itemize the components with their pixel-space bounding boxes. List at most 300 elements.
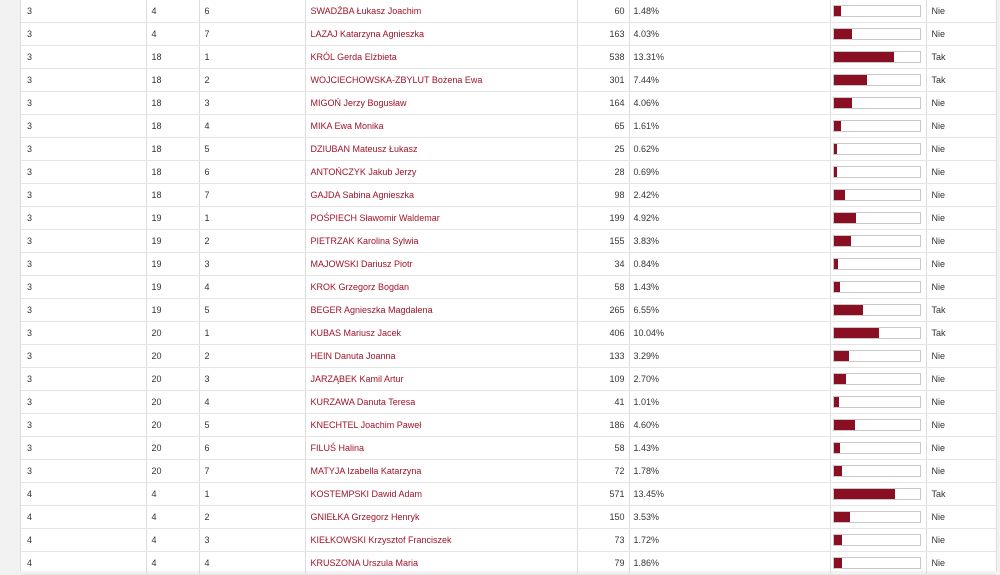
vote-bar-cell <box>830 299 926 322</box>
mandate-cell: Nie <box>926 23 996 46</box>
candidate-name-link[interactable]: JARZĄBEK Kamil Artur <box>310 374 404 384</box>
list-position-cell: 2 <box>199 69 305 92</box>
district-number-cell: 3 <box>21 345 146 368</box>
votes-cell: 186 <box>577 414 629 437</box>
vote-share-bar <box>833 442 921 454</box>
list-number-cell: 19 <box>146 207 199 230</box>
candidate-name-cell <box>305 46 577 69</box>
vote-share-bar-fill <box>834 236 851 246</box>
vote-share-bar-fill <box>834 305 863 315</box>
table-row <box>21 69 996 92</box>
table-row <box>21 230 996 253</box>
district-number-cell: 4 <box>21 552 146 575</box>
vote-share-bar <box>833 120 921 132</box>
candidate-name-cell <box>305 483 577 506</box>
district-number-cell: 3 <box>21 92 146 115</box>
district-number-cell: 3 <box>21 207 146 230</box>
candidate-name-link[interactable]: ANTOŃCZYK Jakub Jerzy <box>310 167 417 177</box>
vote-bar-cell <box>830 207 926 230</box>
district-number-cell: 3 <box>21 184 146 207</box>
vote-bar-cell <box>830 414 926 437</box>
district-number-cell: 4 <box>21 483 146 506</box>
list-number-cell: 18 <box>146 46 199 69</box>
vote-bar-cell <box>830 391 926 414</box>
vote-percent-cell: 2.70% <box>629 368 830 391</box>
votes-cell: 41 <box>577 391 629 414</box>
votes-cell: 301 <box>577 69 629 92</box>
vote-share-bar <box>833 488 921 500</box>
candidate-name-link[interactable]: KIEŁKOWSKI Krzysztof Franciszek <box>310 535 452 545</box>
table-row <box>21 23 996 46</box>
mandate-cell: Nie <box>926 368 996 391</box>
list-number-cell: 19 <box>146 230 199 253</box>
candidate-name-cell <box>305 184 577 207</box>
vote-bar-cell <box>830 460 926 483</box>
vote-bar-cell <box>830 322 926 345</box>
votes-cell: 164 <box>577 92 629 115</box>
vote-percent-cell: 1.01% <box>629 391 830 414</box>
list-number-cell: 4 <box>146 0 199 23</box>
votes-cell: 133 <box>577 345 629 368</box>
list-number-cell: 18 <box>146 184 199 207</box>
votes-cell: 109 <box>577 368 629 391</box>
district-number-cell: 3 <box>21 0 146 23</box>
vote-share-bar <box>833 97 921 109</box>
district-number-cell: 3 <box>21 391 146 414</box>
candidate-name-link[interactable]: SWADŹBA Łukasz Joachim <box>310 6 422 16</box>
district-number-cell: 3 <box>21 69 146 92</box>
district-number-cell: 4 <box>21 506 146 529</box>
district-number-cell: 3 <box>21 138 146 161</box>
district-number-cell: 3 <box>21 253 146 276</box>
candidate-name-cell <box>305 23 577 46</box>
list-position-cell: 7 <box>199 23 305 46</box>
vote-share-bar-fill <box>834 397 839 407</box>
vote-share-bar <box>833 396 921 408</box>
vote-share-bar <box>833 51 921 63</box>
mandate-cell: Tak <box>926 299 996 322</box>
candidate-name-cell <box>305 0 577 23</box>
mandate-cell: Nie <box>926 161 996 184</box>
mandate-cell: Nie <box>926 115 996 138</box>
mandate-cell: Nie <box>926 276 996 299</box>
table-row <box>21 460 996 483</box>
list-position-cell: 5 <box>199 299 305 322</box>
votes-cell: 155 <box>577 230 629 253</box>
list-number-cell: 20 <box>146 414 199 437</box>
votes-cell: 199 <box>577 207 629 230</box>
candidate-name-link[interactable]: KOSTEMPSKI Dawid Adam <box>310 489 423 499</box>
district-number-cell: 3 <box>21 115 146 138</box>
vote-share-bar <box>833 465 921 477</box>
list-position-cell: 7 <box>199 460 305 483</box>
list-position-cell: 3 <box>199 368 305 391</box>
votes-cell: 58 <box>577 437 629 460</box>
candidate-name-link[interactable]: DZIUBAN Mateusz Łukasz <box>310 144 418 154</box>
candidate-name-link[interactable]: KROK Grzegorz Bogdan <box>310 282 410 292</box>
table-row <box>21 322 996 345</box>
vote-share-bar <box>833 350 921 362</box>
table-row <box>21 299 996 322</box>
vote-percent-cell: 1.48% <box>629 0 830 23</box>
list-number-cell: 20 <box>146 437 199 460</box>
list-position-cell: 7 <box>199 184 305 207</box>
district-number-cell: 3 <box>21 368 146 391</box>
table-row <box>21 391 996 414</box>
list-position-cell: 2 <box>199 230 305 253</box>
results-table <box>21 0 996 575</box>
candidate-name-link[interactable]: PIETRZAK Karolina Sylwia <box>310 236 419 246</box>
vote-share-bar <box>833 534 921 546</box>
table-row <box>21 207 996 230</box>
vote-share-bar <box>833 557 921 569</box>
vote-percent-cell: 1.78% <box>629 460 830 483</box>
vote-percent-cell: 4.06% <box>629 92 830 115</box>
vote-bar-cell <box>830 437 926 460</box>
vote-share-bar-fill <box>834 535 842 545</box>
candidate-name-link[interactable]: HEIN Danuta Joanna <box>310 351 396 361</box>
candidate-name-link[interactable]: GNIEŁKA Grzegorz Henryk <box>310 512 420 522</box>
candidate-name-cell <box>305 207 577 230</box>
district-number-cell: 3 <box>21 322 146 345</box>
district-number-cell: 3 <box>21 299 146 322</box>
list-number-cell: 4 <box>146 529 199 552</box>
district-number-cell: 3 <box>21 276 146 299</box>
vote-bar-cell <box>830 368 926 391</box>
candidate-name-link[interactable]: POŚPIECH Sławomir Waldemar <box>310 213 440 223</box>
list-position-cell: 1 <box>199 46 305 69</box>
vote-percent-cell: 3.53% <box>629 506 830 529</box>
table-row <box>21 414 996 437</box>
vote-percent-cell: 10.04% <box>629 322 830 345</box>
table-row <box>21 92 996 115</box>
candidate-name-link[interactable]: KRÓL Gerda Elżbieta <box>310 52 397 62</box>
mandate-cell: Nie <box>926 437 996 460</box>
vote-bar-cell <box>830 529 926 552</box>
district-number-cell: 3 <box>21 437 146 460</box>
list-position-cell: 5 <box>199 138 305 161</box>
vote-percent-cell: 6.55% <box>629 299 830 322</box>
candidate-name-link[interactable]: BEGER Agnieszka Magdalena <box>310 305 433 315</box>
vote-share-bar-fill <box>834 144 837 154</box>
vote-bar-cell <box>830 115 926 138</box>
candidate-name-link[interactable]: KNECHTEL Joachim Paweł <box>310 420 422 430</box>
vote-percent-cell: 4.03% <box>629 23 830 46</box>
mandate-cell: Nie <box>926 391 996 414</box>
vote-bar-cell <box>830 230 926 253</box>
votes-cell: 98 <box>577 184 629 207</box>
votes-cell: 265 <box>577 299 629 322</box>
candidate-name-cell <box>305 552 577 575</box>
mandate-cell: Nie <box>926 414 996 437</box>
candidate-name-link[interactable]: FILUŚ Halina <box>310 443 365 453</box>
candidate-name-cell <box>305 138 577 161</box>
vote-bar-cell <box>830 552 926 575</box>
vote-percent-cell: 1.61% <box>629 115 830 138</box>
vote-percent-cell: 13.31% <box>629 46 830 69</box>
vote-share-bar-fill <box>834 121 841 131</box>
list-position-cell: 5 <box>199 414 305 437</box>
vote-share-bar-fill <box>834 167 837 177</box>
vote-percent-cell: 3.29% <box>629 345 830 368</box>
mandate-cell: Nie <box>926 207 996 230</box>
mandate-cell: Nie <box>926 184 996 207</box>
vote-share-bar-fill <box>834 190 845 200</box>
list-number-cell: 19 <box>146 299 199 322</box>
table-row <box>21 138 996 161</box>
vote-share-bar-fill <box>834 98 852 108</box>
candidate-name-cell <box>305 437 577 460</box>
results-table-body <box>21 0 996 575</box>
mandate-cell: Tak <box>926 69 996 92</box>
vote-bar-cell <box>830 161 926 184</box>
vote-share-bar <box>833 189 921 201</box>
vote-share-bar-fill <box>834 466 842 476</box>
candidate-name-cell <box>305 506 577 529</box>
vote-share-bar <box>833 281 921 293</box>
candidate-name-cell <box>305 529 577 552</box>
vote-share-bar <box>833 511 921 523</box>
mandate-cell: Nie <box>926 460 996 483</box>
candidate-name-cell <box>305 368 577 391</box>
vote-bar-cell <box>830 0 926 23</box>
mandate-cell: Nie <box>926 253 996 276</box>
list-position-cell: 2 <box>199 345 305 368</box>
vote-bar-cell <box>830 23 926 46</box>
votes-cell: 538 <box>577 46 629 69</box>
table-row <box>21 506 996 529</box>
table-row <box>21 345 996 368</box>
table-row <box>21 483 996 506</box>
votes-cell: 34 <box>577 253 629 276</box>
vote-share-bar <box>833 166 921 178</box>
candidate-name-cell <box>305 276 577 299</box>
candidate-name-cell <box>305 69 577 92</box>
vote-share-bar <box>833 327 921 339</box>
list-position-cell: 3 <box>199 529 305 552</box>
votes-cell: 72 <box>577 460 629 483</box>
vote-share-bar <box>833 28 921 40</box>
vote-share-bar <box>833 143 921 155</box>
candidate-name-cell <box>305 391 577 414</box>
votes-cell: 25 <box>577 138 629 161</box>
vote-share-bar <box>833 74 921 86</box>
vote-share-bar-fill <box>834 420 855 430</box>
candidate-name-cell <box>305 414 577 437</box>
mandate-cell: Nie <box>926 552 996 575</box>
list-position-cell: 4 <box>199 276 305 299</box>
list-number-cell: 20 <box>146 460 199 483</box>
list-number-cell: 4 <box>146 506 199 529</box>
list-position-cell: 3 <box>199 92 305 115</box>
table-row <box>21 46 996 69</box>
table-row <box>21 253 996 276</box>
vote-bar-cell <box>830 69 926 92</box>
vote-share-bar-fill <box>834 29 852 39</box>
list-number-cell: 4 <box>146 23 199 46</box>
district-number-cell: 4 <box>21 529 146 552</box>
vote-percent-cell: 4.92% <box>629 207 830 230</box>
district-number-cell: 3 <box>21 460 146 483</box>
list-position-cell: 1 <box>199 207 305 230</box>
vote-percent-cell: 13.45% <box>629 483 830 506</box>
list-position-cell: 6 <box>199 437 305 460</box>
vote-share-bar <box>833 235 921 247</box>
mandate-cell: Nie <box>926 92 996 115</box>
vote-percent-cell: 0.84% <box>629 253 830 276</box>
vote-share-bar <box>833 419 921 431</box>
list-position-cell: 1 <box>199 322 305 345</box>
candidate-name-link[interactable]: LAZAJ Katarzyna Agnieszka <box>310 29 425 39</box>
candidate-name-link[interactable]: MAJOWSKI Dariusz Piotr <box>310 259 413 269</box>
mandate-cell: Nie <box>926 506 996 529</box>
candidate-name-cell <box>305 299 577 322</box>
vote-bar-cell <box>830 92 926 115</box>
district-number-cell: 3 <box>21 230 146 253</box>
vote-bar-cell <box>830 483 926 506</box>
vote-percent-cell: 4.60% <box>629 414 830 437</box>
candidate-name-cell <box>305 322 577 345</box>
list-position-cell: 6 <box>199 161 305 184</box>
list-number-cell: 18 <box>146 138 199 161</box>
vote-share-bar-fill <box>834 328 879 338</box>
candidate-name-link[interactable]: KUBAS Mariusz Jacek <box>310 328 402 338</box>
table-row <box>21 529 996 552</box>
mandate-cell: Nie <box>926 230 996 253</box>
candidate-name-link[interactable]: MIGOŃ Jerzy Bogusław <box>310 98 407 108</box>
results-table-container <box>20 0 997 571</box>
vote-percent-cell: 2.42% <box>629 184 830 207</box>
vote-share-bar-fill <box>834 52 894 62</box>
vote-share-bar-fill <box>834 489 895 499</box>
list-number-cell: 20 <box>146 391 199 414</box>
vote-share-bar-fill <box>834 558 842 568</box>
list-number-cell: 18 <box>146 115 199 138</box>
table-row <box>21 368 996 391</box>
list-position-cell: 3 <box>199 253 305 276</box>
candidate-name-link[interactable]: KURZAWA Danuta Teresa <box>310 397 416 407</box>
vote-bar-cell <box>830 46 926 69</box>
vote-percent-cell: 0.69% <box>629 161 830 184</box>
votes-cell: 73 <box>577 529 629 552</box>
list-number-cell: 4 <box>146 552 199 575</box>
list-position-cell: 2 <box>199 506 305 529</box>
vote-share-bar-fill <box>834 213 856 223</box>
list-number-cell: 20 <box>146 345 199 368</box>
table-row <box>21 276 996 299</box>
table-row <box>21 0 996 23</box>
mandate-cell: Nie <box>926 529 996 552</box>
vote-bar-cell <box>830 506 926 529</box>
votes-cell: 571 <box>577 483 629 506</box>
vote-bar-cell <box>830 253 926 276</box>
list-number-cell: 4 <box>146 483 199 506</box>
candidate-name-cell <box>305 460 577 483</box>
vote-bar-cell <box>830 345 926 368</box>
candidate-name-cell <box>305 230 577 253</box>
district-number-cell: 3 <box>21 414 146 437</box>
mandate-cell: Tak <box>926 483 996 506</box>
votes-cell: 406 <box>577 322 629 345</box>
district-number-cell: 3 <box>21 23 146 46</box>
votes-cell: 28 <box>577 161 629 184</box>
votes-cell: 79 <box>577 552 629 575</box>
list-number-cell: 20 <box>146 368 199 391</box>
mandate-cell: Nie <box>926 345 996 368</box>
list-position-cell: 4 <box>199 115 305 138</box>
vote-share-bar-fill <box>834 512 850 522</box>
vote-share-bar <box>833 212 921 224</box>
vote-bar-cell <box>830 184 926 207</box>
candidate-name-cell <box>305 115 577 138</box>
votes-cell: 65 <box>577 115 629 138</box>
votes-cell: 58 <box>577 276 629 299</box>
list-position-cell: 4 <box>199 391 305 414</box>
list-number-cell: 18 <box>146 69 199 92</box>
vote-share-bar <box>833 258 921 270</box>
vote-share-bar-fill <box>834 6 841 16</box>
candidate-name-cell <box>305 161 577 184</box>
candidate-name-cell <box>305 345 577 368</box>
vote-share-bar-fill <box>834 282 840 292</box>
votes-cell: 150 <box>577 506 629 529</box>
vote-share-bar-fill <box>834 374 846 384</box>
mandate-cell: Nie <box>926 138 996 161</box>
list-position-cell: 4 <box>199 552 305 575</box>
table-row <box>21 437 996 460</box>
candidate-name-link[interactable]: KRUSZONA Urszula Maria <box>310 558 419 568</box>
list-number-cell: 18 <box>146 161 199 184</box>
vote-bar-cell <box>830 276 926 299</box>
vote-share-bar <box>833 5 921 17</box>
vote-percent-cell: 7.44% <box>629 69 830 92</box>
district-number-cell: 3 <box>21 161 146 184</box>
candidate-name-cell <box>305 92 577 115</box>
vote-bar-cell <box>830 138 926 161</box>
vote-percent-cell: 3.83% <box>629 230 830 253</box>
list-number-cell: 19 <box>146 253 199 276</box>
list-number-cell: 19 <box>146 276 199 299</box>
vote-share-bar <box>833 373 921 385</box>
table-row <box>21 115 996 138</box>
vote-share-bar-fill <box>834 75 867 85</box>
votes-cell: 163 <box>577 23 629 46</box>
list-number-cell: 18 <box>146 92 199 115</box>
candidate-name-link[interactable]: MIKA Ewa Monika <box>310 121 384 131</box>
vote-percent-cell: 0.62% <box>629 138 830 161</box>
vote-share-bar-fill <box>834 351 849 361</box>
votes-cell: 60 <box>577 0 629 23</box>
vote-percent-cell: 1.43% <box>629 276 830 299</box>
table-row <box>21 552 996 575</box>
candidate-name-link[interactable]: MATYJA Izabella Katarzyna <box>310 466 422 476</box>
candidate-name-link[interactable]: WOJCIECHOWSKA-ZBYLUT Bożena Ewa <box>310 75 483 85</box>
vote-percent-cell: 1.86% <box>629 552 830 575</box>
vote-share-bar-fill <box>834 259 838 269</box>
vote-percent-cell: 1.43% <box>629 437 830 460</box>
vote-share-bar <box>833 304 921 316</box>
vote-share-bar-fill <box>834 443 840 453</box>
table-row <box>21 161 996 184</box>
candidate-name-link[interactable]: GAJDA Sabina Agnieszka <box>310 190 415 200</box>
list-position-cell: 1 <box>199 483 305 506</box>
candidate-name-cell <box>305 253 577 276</box>
mandate-cell: Nie <box>926 0 996 23</box>
vote-percent-cell: 1.72% <box>629 529 830 552</box>
list-number-cell: 20 <box>146 322 199 345</box>
mandate-cell: Tak <box>926 46 996 69</box>
mandate-cell: Tak <box>926 322 996 345</box>
